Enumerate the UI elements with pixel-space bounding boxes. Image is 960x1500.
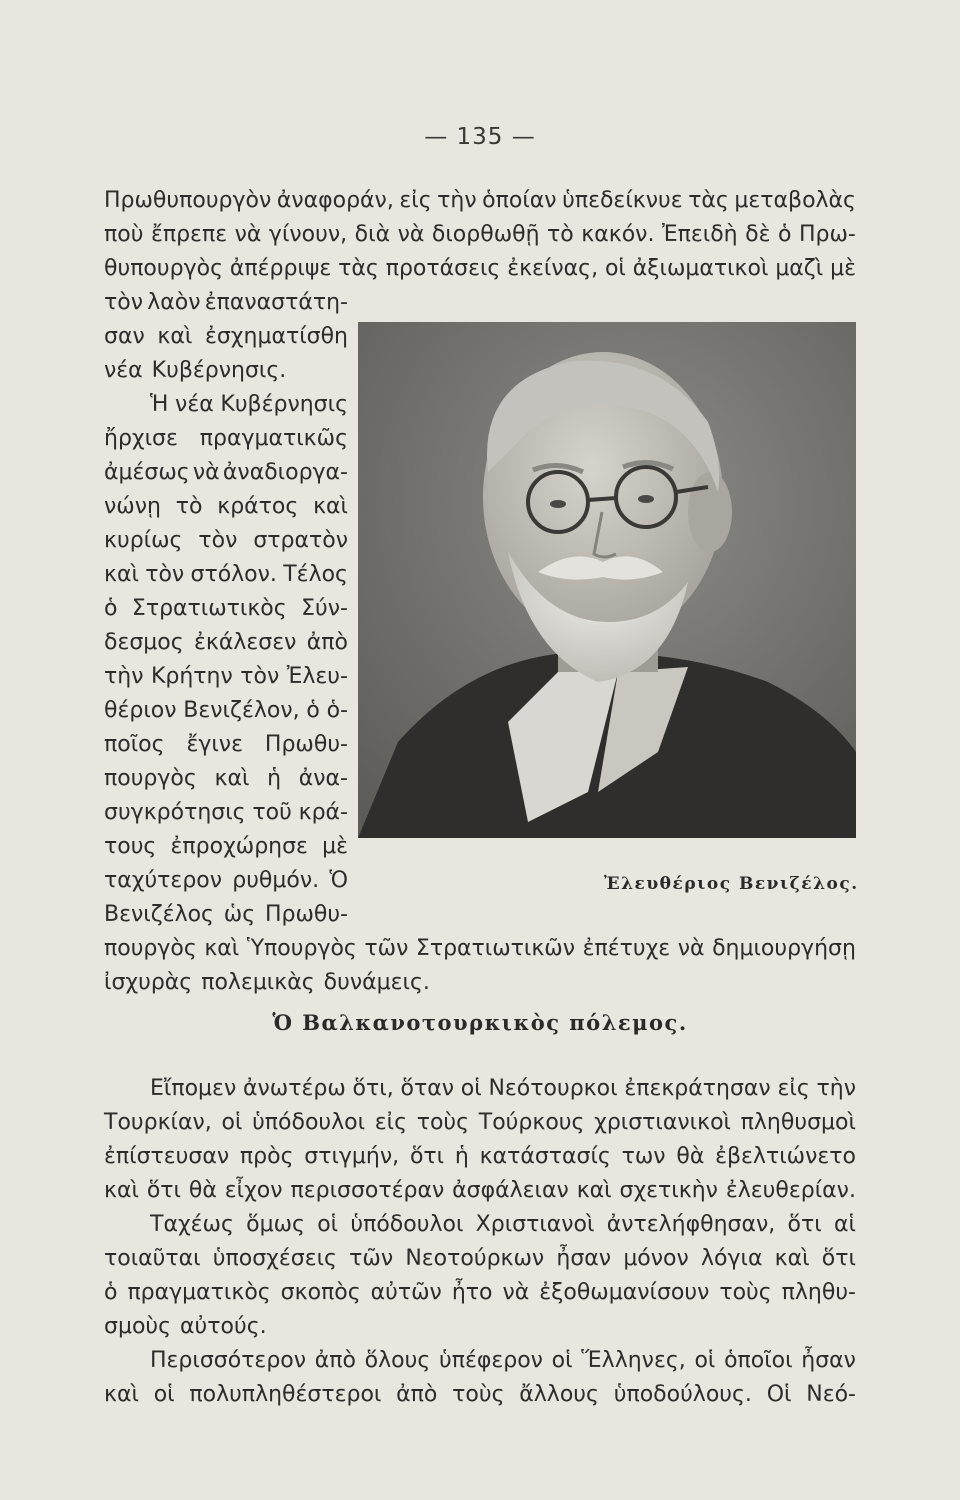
text-line: καὶ ὅτι θὰ εἶχον περισσοτέραν ἀσφάλειαν καὶ σχετικὴν ἐλευθερίαν. xyxy=(104,1178,856,1203)
text-line: καὶ τὸν στόλον. Τέλος xyxy=(104,562,348,587)
text-line: νώνῃ τὸ κράτος καὶ xyxy=(104,494,348,519)
text-line: τοιαῦται ὑποσχέσεις τῶν Νεοτούρκων ἦσαν μόνον λόγια καὶ ὅτι xyxy=(104,1246,856,1271)
text-line: τὴν Κρήτην τὸν Ἐλευ- xyxy=(104,664,348,689)
text-line: κυρίως τὸν στρατὸν xyxy=(104,528,348,553)
portrait-illustration xyxy=(358,322,856,838)
text-line: δεσμος ἐκάλεσεν ἀπὸ xyxy=(104,630,348,655)
text-line: καὶ οἱ πολυπληθέστεροι ἀπὸ τοὺς ἄλλους ὑποδούλους. Οἱ Νεό- xyxy=(104,1382,856,1407)
text-line: Περισσότερον ἀπὸ ὅλους ὑπέφερον οἱ Ἕλληνες, οἱ ὁποῖοι ἦσαν xyxy=(150,1348,856,1373)
text-line: Τουρκίαν, οἱ ὑπόδουλοι εἰς τοὺς Τούρκους χριστιανικοὶ πληθυσμοὶ xyxy=(104,1110,856,1135)
text-line: τὸν λαὸν ἐπαναστάτη- xyxy=(104,290,348,315)
text-line: Βενιζέλος ὡς Πρωθυ- xyxy=(104,902,348,927)
portrait-photo xyxy=(358,322,856,838)
text-line: Ταχέως ὅμως οἱ ὑπόδουλοι Χριστιανοὶ ἀντελήφθησαν, ὅτι αἱ xyxy=(150,1212,856,1237)
text-line: Ἡ νέα Κυβέρνησις xyxy=(150,392,348,417)
text-line: ποῖος ἔγινε Πρωθυ- xyxy=(104,732,348,757)
text-line: ἐπίστευσαν πρὸς στιγμήν, ὅτι ἡ κατάστασίς των θὰ ἐβελτιώνετο xyxy=(104,1144,856,1169)
text-line: ποὺ ἔπρεπε νὰ γίνουν, διὰ νὰ διορθωθῇ τὸ κακόν. Ἐπειδὴ δὲ ὁ Πρω- xyxy=(104,222,856,247)
text-line: θέριον Βενιζέλον, ὁ ὁ- xyxy=(104,698,348,723)
text-line: Εἴπομεν ἀνωτέρω ὅτι, ὅταν οἱ Νεότουρκοι ἐπεκράτησαν εἰς τὴν xyxy=(150,1076,856,1101)
text-line: ἀμέσως νὰ ἀναδιοργα- xyxy=(104,460,348,485)
text-line: σαν καὶ ἐσχηματίσθη xyxy=(104,324,348,349)
photo-caption: Ἐλευθέριος Βενιζέλος. xyxy=(604,874,859,894)
page-number: — 135 — xyxy=(424,124,536,150)
text-line: συγκρότησις τοῦ κρά- xyxy=(104,800,348,825)
text-line: σμοὺς αὐτούς. xyxy=(104,1314,267,1339)
text-line: Πρωθυπουργὸν ἀναφοράν, εἰς τὴν ὁποίαν ὑπεδείκνυε τὰς μεταβολὰς xyxy=(104,188,856,213)
text-line: πουργὸς καὶ ἡ ἀνα- xyxy=(104,766,348,791)
text-line: ἰσχυρὰς πολεμικὰς δυνάμεις. xyxy=(104,970,430,995)
text-line: νέα Κυβέρνησις. xyxy=(104,358,287,383)
text-line: ἤρχισε πραγματικῶς xyxy=(104,426,348,451)
text-line: ταχύτερον ρυθμόν. Ὁ xyxy=(104,868,348,893)
text-line: ὁ πραγματικὸς σκοπὸς αὐτῶν ἦτο νὰ ἐξοθωμανίσουν τοὺς πληθυ- xyxy=(104,1280,856,1305)
text-line: θυπουργὸς ἀπέρριψε τὰς προτάσεις ἐκείνας, οἱ ἀξιωματικοὶ μαζὶ μὲ xyxy=(104,256,856,281)
section-title: Ὁ Βαλκανοτουρκικὸς πόλεμος. xyxy=(272,1010,688,1035)
text-line: ὁ Στρατιωτικὸς Σύν- xyxy=(104,596,348,621)
text-line: πουργὸς καὶ Ὑπουργὸς τῶν Στρατιωτικῶν ἐπέτυχε νὰ δημιουργήσῃ xyxy=(104,936,856,961)
text-line: τους ἐπροχώρησε μὲ xyxy=(104,834,348,859)
